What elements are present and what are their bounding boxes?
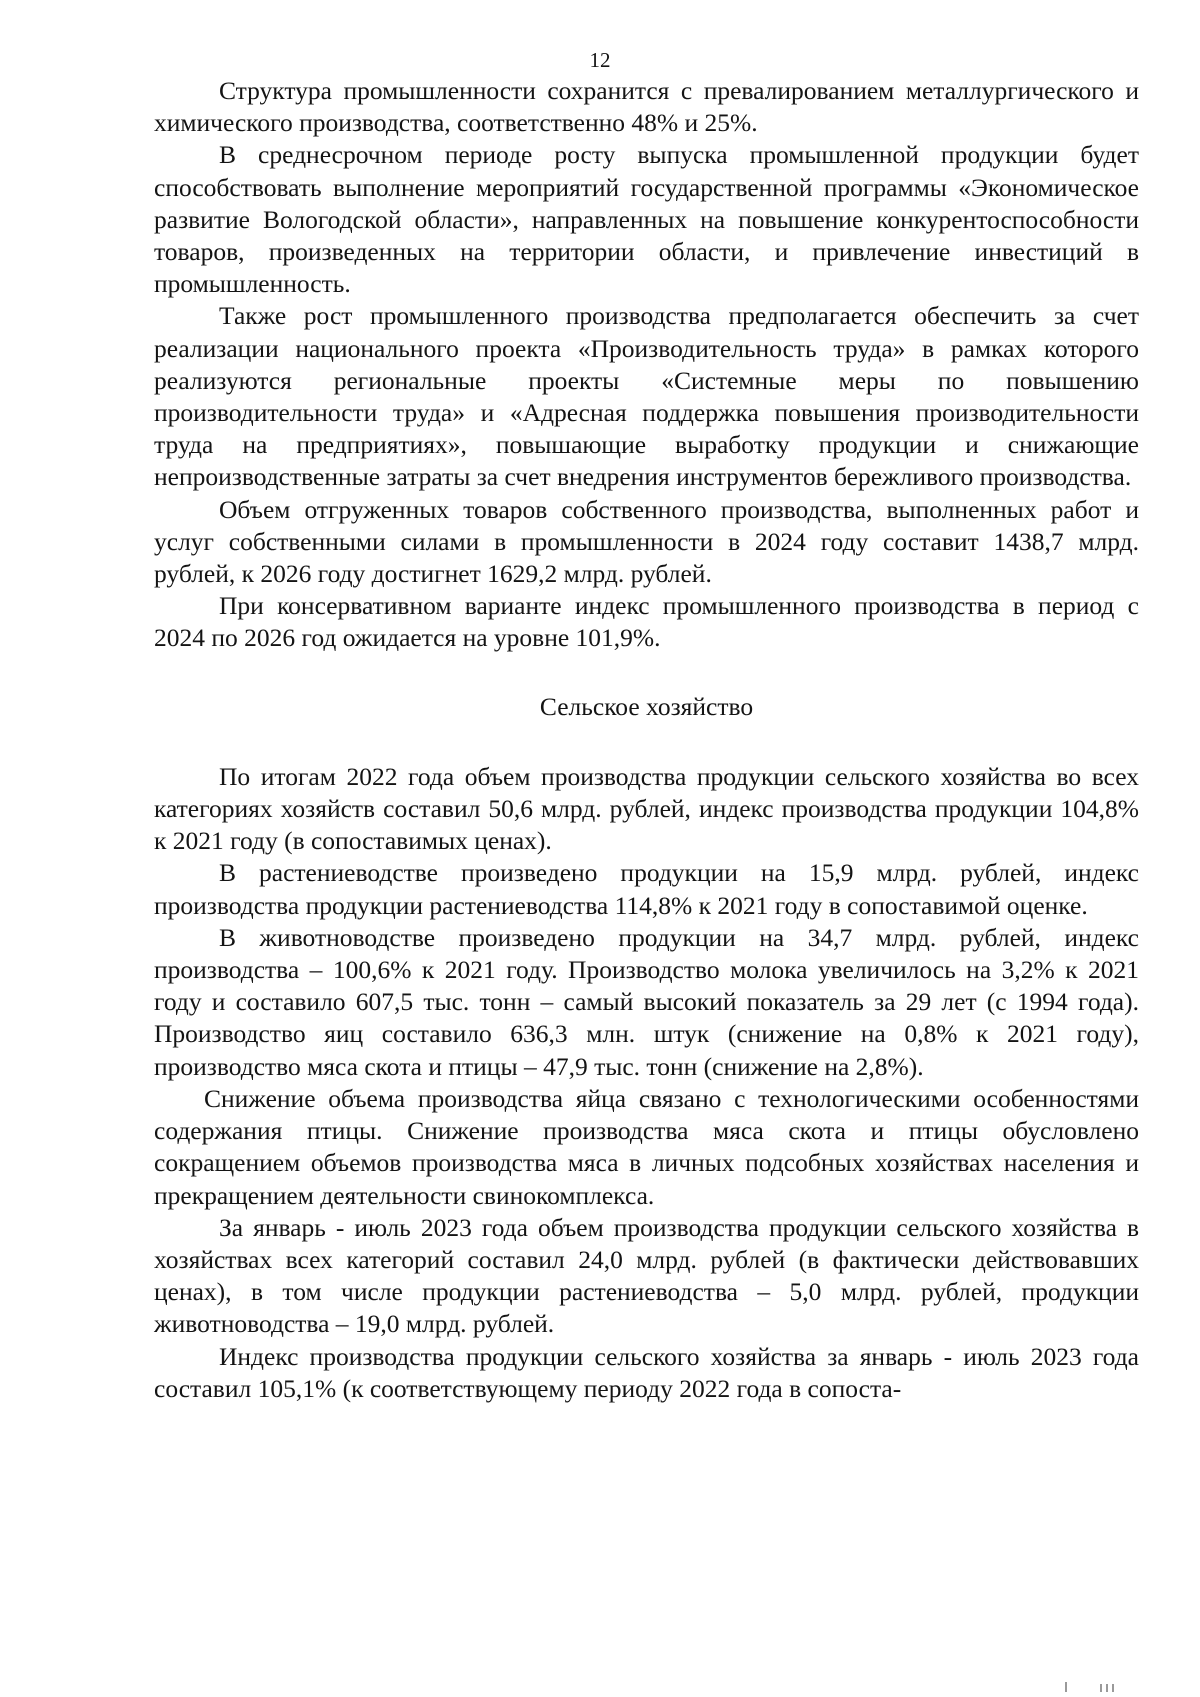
- scan-artifact-dot: [1065, 1682, 1067, 1692]
- paragraph-jan-jul-2023-volume: За январь - июль 2023 года объем производства продукции сельского хозяйства в хозяйствах всех категорий составил 24,0 млрд. рублей (в фактически действовавших ценах), в том числе продукции растениеводства – 5,0 млрд. рублей, продукции животноводства – 19,0 млрд. рублей.: [154, 1212, 1139, 1339]
- scan-artifact-dot: [1100, 1684, 1102, 1692]
- page-number: 12: [589, 48, 611, 72]
- paragraph-jan-jul-2023-index: Индекс производства продукции сельского хозяйства за январь - июль 2023 года составил 105,1% (к соответствующему периоду 2022 года в сопоста-: [154, 1341, 1139, 1403]
- paragraph-labor-productivity: Также рост промышленного производства предполагается обеспечить за счет реализации национального проекта «Производительность труда» в рамках которого реализуются региональные проекты «Системные меры по повышению производительности труда» и «Адресная поддержка повышения производительности труда на предприятиях», повышающие выработку продукции и снижающие непроизводственные затраты за счет внедрения инструментов бережливого производства.: [154, 301, 1139, 492]
- paragraph-shipped-goods: Объем отгруженных товаров собственного производства, выполненных работ и услуг собственными силами в промышленности в 2024 году составит 1438,7 млрд. рублей, к 2026 году достигнет 1629,2 млрд. рублей.: [154, 494, 1139, 589]
- paragraph-state-program: В среднесрочном периоде росту выпуска промышленной продукции будет способствовать выполнение мероприятий государственной программы «Экономическое развитие Вологодской области», направленных на повышение конкурентоспособности товаров, произведенных на территории области, и привлечение инвестиций в промышленность.: [154, 140, 1139, 299]
- paragraph-crop-production: В растениеводстве произведено продукции на 15,9 млрд. рублей, индекс производства продукции растениеводства 114,8% к 2021 году в сопоставимой оценке.: [154, 858, 1139, 920]
- scan-artifact-dot: [1106, 1684, 1108, 1692]
- paragraph-agriculture-2022: По итогам 2022 года объем производства продукции сельского хозяйства во всех категориях хозяйств составил 50,6 млрд. рублей, индекс производства продукции 104,8% к 2021 году (в сопоставимых ценах).: [154, 761, 1139, 856]
- section-heading-agriculture: Сельское хозяйство: [539, 691, 754, 721]
- paragraph-industry-structure: Структура промышленности сохранится с превалированием металлургического и химического производства, соответственно 48% и 25%.: [154, 76, 1139, 138]
- paragraph-egg-meat-decline: Снижение объема производства яйца связано с технологическими особенностями содержания птицы. Снижение производства мяса скота и птицы обусловлено сокращением объемов производства мяса в личных подсобных хозяйствах населения и прекращением деятельности свинокомплекса.: [154, 1083, 1139, 1210]
- paragraph-livestock-production: В животноводстве произведено продукции на 34,7 млрд. рублей, индекс производства – 100,6% к 2021 году. Производство молока увеличилось на 3,2% к 2021 году и составило 607,5 тыс. тонн – самый высокий показатель за 29 лет (с 1994 года). Производство яиц составило 636,3 млн. штук (снижение на 0,8% к 2021 году), производство мяса скота и птицы – 47,9 тыс. тонн (снижение на 2,8%).: [154, 922, 1139, 1081]
- document-body: [154, 75, 1139, 1405]
- paragraph-conservative-scenario: При консервативном варианте индекс промышленного производства в период с 2024 по 2026 год ожидается на уровне 101,9%.: [154, 591, 1139, 653]
- scan-artifact-dot: [1112, 1684, 1114, 1692]
